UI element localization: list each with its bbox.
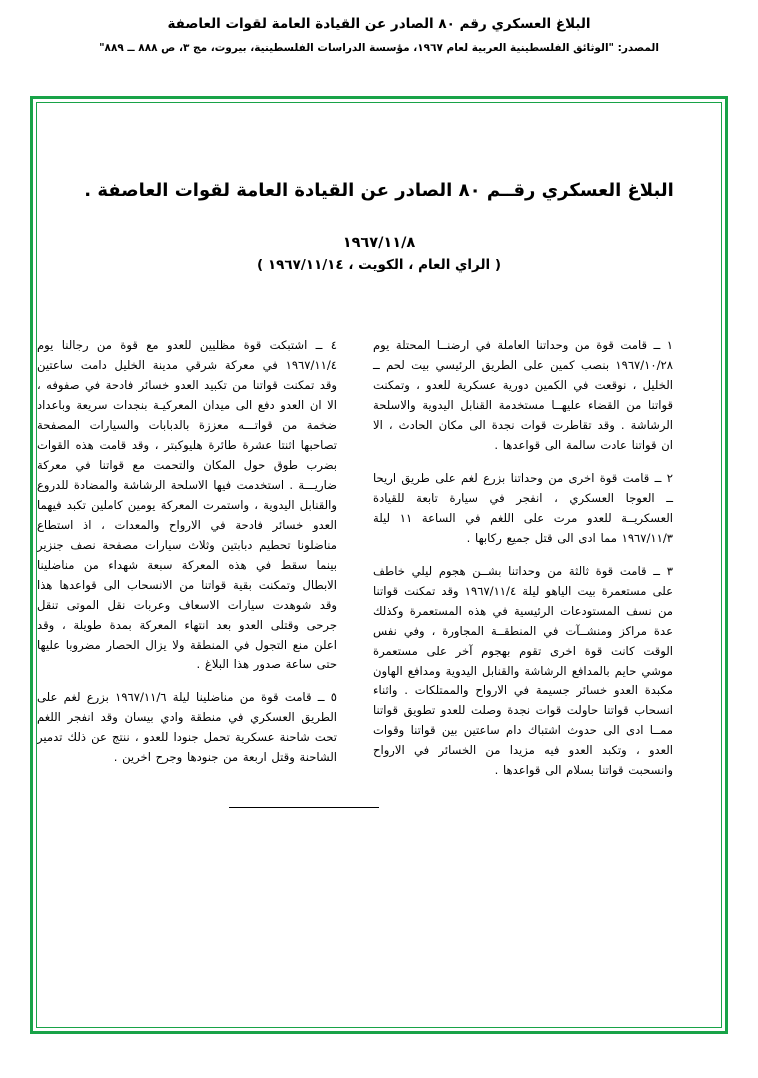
green-border-frame-inner <box>36 102 722 1028</box>
paragraph: ٣ ــ قامت قوة ثالثة من وحداتنا بشــن هجوم ليلي خاطف على مستعمرة بيت الياهو ليلة ١٩٦٧/١١/٤ وقد تمكنت قواتنا من نسف المستودعات الرئيسية في هذه المستعمرة وكذلك عدة مراكز ومنشــآت في المنطقــة المجاورة ، وفي نفس الوقت كانت قوة اخرى تقوم بهجوم آخر على مستعمرة موشي حايم بالمدافع الرشاشة والقنابل اليدوية ومدافع الهاون مكبدة العدو خسائر جسيمة في الارواح والممتلكات . واثناء انسحاب قواتنا حاولت قوات نجدة وصلت للعدو تطويق قواتنا ممــا ادى الى حدوث اشتباك دام ساعتين بين قواتنا وقوات العدو ، وتكبد العدو فيه مزيدا من الخسائر في الارواح وانسحبت قواتنا بسلام الى قواعدها . <box>373 563 673 778</box>
document-header <box>0 0 758 57</box>
page-title: البلاغ العسكري رقــم ٨٠ الصادر عن القيادة العامة لقوات العاصفة . <box>84 180 674 201</box>
document-reference: ( الراي العام ، الكويت ، ١٩٦٧/١١/١٤ ) <box>256 256 502 273</box>
paragraph: ٤ ــ اشتبكت قوة مظليين للعدو مع قوة من رجالنا يوم ١٩٦٧/١١/٤ في معركة شرقي مدينة الخليل دامت ساعتين وقد تمكنت قواتنا من تكبيد العدو خسائر فادحة في صفوفه ، الا ان العدو دفع الى ميدان المعركيـة بنجدات سريعة وباعداد ضخمة من قواتـــه معززة بالدبابات والسيارات المصفحة تصاحبها اثنتا عشرة طائرة هليوكبتر ، وقد قامت هذه القوات بضرب طوق حول المكان والتحمت مع قواتنا في معركة ضاريـــة . استخدمت فيها الاسلحة الرشاشة والمضادة للدروع والقنابل اليدوية ، واستمرت المعركة يومين كاملين تكبد فيهما العدو خسائر فادحة في الارواح والمعدات ، اذ استطاع مناضلونا تحطيم دبابتين وثلاث سيارات مصفحة نصف جنزير بينما سقط في هذه المعركة سبعة شهداء من مناضلينا الابطال وتمكنت بقية قواتنا من الانسحاب الى قواعدها هذا وقد شوهدت سيارات الاسعاف وعربات نقل الموتى تنقل جرحى وقتلى العدو بعد انتهاء المعركة بمدة طويلة ، وقد اعلن منع التجول في المنطقة ولا يزال الحصار مضروبا عليها حتى ساعة صدور هذا البلاغ . <box>37 338 337 672</box>
header-source: المصدر: "الوثائق الفلسطينية العربية لعام ١٩٦٧، مؤسسة الدراسات الفلسطينية، بيروت، مج ٣، ص ٨٨٨ ــ ٨٨٩" <box>99 42 659 55</box>
paragraph: ٢ ــ قامت قوة اخرى من وحداتنا بزرع لغم على طريق اريحا ــ العوجا العسكري ، انفجر في سيارة تابعة للقيادة العسكريــة للعدو مرت على اللغم في الساعة ١١ ليلة ١٩٦٧/١١/٣ مما ادى الى قتل جميع ركابها . <box>373 471 673 545</box>
document-date: ١٩٦٧/١١/٨ <box>342 234 416 251</box>
paragraph: ٥ ــ قامت قوة من مناضلينا ليلة ١٩٦٧/١١/٦ بزرع لغم على الطريق العسكري في منطقة وادي بيسان وقد انفجر اللغم تحت شاحنة عسكرية تحمل جنودا للعدو ، ننتج عن ذلك تدمير الشاحنة وقتل اربعة من جنودها وجرح اخرين . <box>37 690 337 765</box>
green-border-frame <box>30 96 728 1034</box>
paragraph: ١ ــ قامت قوة من وحداتنا العاملة في ارضنــا المحتلة يوم ١٩٦٧/١٠/٢٨ بنصب كمين على الطريق الرئيسي بيت لحم ــ الخليل ، نوقعت في الكمين دورية عسكرية للعدو ، وتمكنت قواتنا من القضاء عليهــا مستخدمة القنابل اليدوية والاسلحة الرشاشة . وقد تقاطرت قوات نجدة الى مكان الحادث ، الا ان قواتنا عادت سالمة الى قواعدها . <box>373 338 673 453</box>
header-title: البلاغ العسكري رقم ٨٠ الصادر عن القيادة العامة لقوات العاصفة <box>167 16 591 32</box>
